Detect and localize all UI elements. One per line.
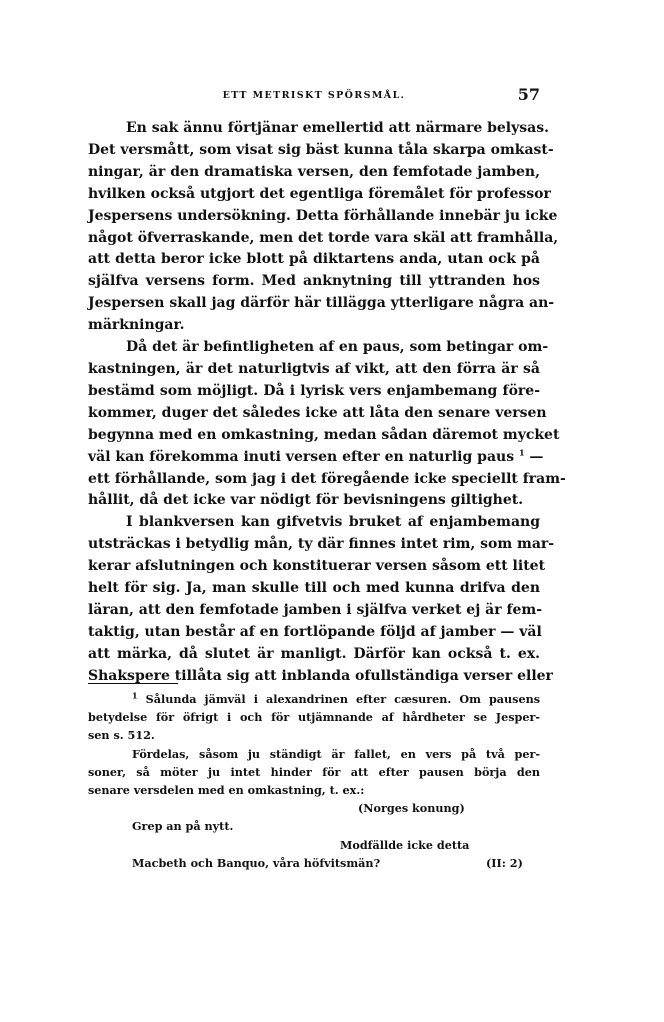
footnote-ref: 1 (518, 446, 525, 457)
footnote-line: Fördelas, såsom ju ständigt är fallet, en vers på två per- (132, 746, 540, 761)
text-line: kerar afslutningen och konstituerar versen såsom ett litet (88, 558, 546, 575)
text-line: kastningen, är det naturligtvis af vikt, att den förra är så (88, 360, 540, 377)
text-line: Det versmått, som visat sig bäst kunna tåla skarpa omkast- (88, 141, 554, 158)
text-line: kommer, duger det således icke att låta den senare versen (88, 404, 547, 421)
footnotes (88, 690, 540, 872)
text-line: att märka, då slutet är manligt. Därför kan också t. ex. (88, 645, 540, 662)
text-line: helt för sig. Ja, man skulle till och med kunna drifva den (88, 580, 540, 597)
text-line: märkningar. (88, 317, 185, 334)
text-line: En sak ännu förtjänar emellertid att närmare belysas. (126, 120, 549, 136)
footnote-marker: 1 (132, 690, 138, 701)
text-line: Jespersens undersökning. Detta förhållande innebär ju icke (88, 207, 558, 224)
verse-row (88, 817, 540, 835)
verse-row (88, 799, 540, 817)
text-line: Då det är befintligheten af en paus, som betingar om- (126, 339, 549, 356)
text-segment: väl kan förekomma inuti versen efter en naturlig paus (88, 448, 515, 465)
text-line: själfva versens form. Med anknytning till yttranden hos (88, 273, 540, 290)
text-line: begynna med en omkastning, medan sådan däremot mycket (88, 426, 560, 443)
text-line: I blankversen kan gifvetvis bruket af enjambemang (126, 514, 540, 531)
text-line: hvilken också utgjort det egentliga föremålet för professor (88, 185, 551, 202)
text-segment: Sålunda jämväl i alexandrinen efter cæsuren. Om pausens (145, 692, 540, 706)
footnote-line: betydelse för öfrigt i och för utjämnande af hårdheter se Jesper- (88, 710, 540, 725)
text-line: att detta beror icke blott på diktartens anda, utan ock på (88, 251, 540, 268)
footnote-line: senare versdelen med en omkastning, t. ex.: (88, 783, 365, 798)
text-line (88, 446, 544, 469)
dash: — (529, 448, 544, 465)
verse-line: Modfällde icke detta (340, 837, 470, 852)
text-line: läran, att den femfotade jamben i själfva verket ej är fem- (88, 601, 543, 618)
text-line: Shakspere tillåta sig att inblanda ofullständiga verser eller (88, 667, 553, 684)
verse-line: Macbeth och Banquo, våra höfvitsmän? (132, 855, 381, 870)
main-text (88, 118, 566, 688)
text-line: hållit, då det icke var nödigt för bevisningens giltighet. (88, 492, 524, 509)
verse-source: (Norges konung) (358, 801, 465, 816)
verse-line: Grep an på nytt. (132, 819, 234, 834)
verse-row (88, 854, 540, 872)
text-line: något öfverraskande, men det torde vara skäl att framhålla, (88, 229, 559, 246)
running-header (88, 85, 540, 108)
text-line: Jespersen skall jag därför här tillägga ytterligare några an- (88, 295, 555, 312)
page-number: 57 (517, 85, 540, 104)
text-line: taktig, utan består af en fortlöpande följd af jamber — väl (88, 623, 542, 640)
footnote-line: soner, så möter ju intet hinder för att efter pausen börja den (88, 764, 540, 779)
footnote-rule (88, 683, 178, 684)
footnote-line: sen s. 512. (88, 728, 155, 743)
footnote-line (88, 690, 540, 708)
verse-row (88, 836, 540, 854)
verse-source: (II: 2) (486, 855, 523, 870)
text-line: ningar, är den dramatiska versen, den femfotade jamben, (88, 163, 540, 180)
text-line: ett förhållande, som jag i det föregående icke speciellt fram- (88, 470, 566, 487)
text-line: utsträckas i betydlig mån, ty där finnes intet rim, som mar- (88, 536, 555, 553)
running-title: ETT METRISKT SPÖRSMÅL. (222, 90, 406, 101)
text-line: bestämd som möjligt. Då i lyrisk vers enjambemang före- (88, 382, 540, 399)
